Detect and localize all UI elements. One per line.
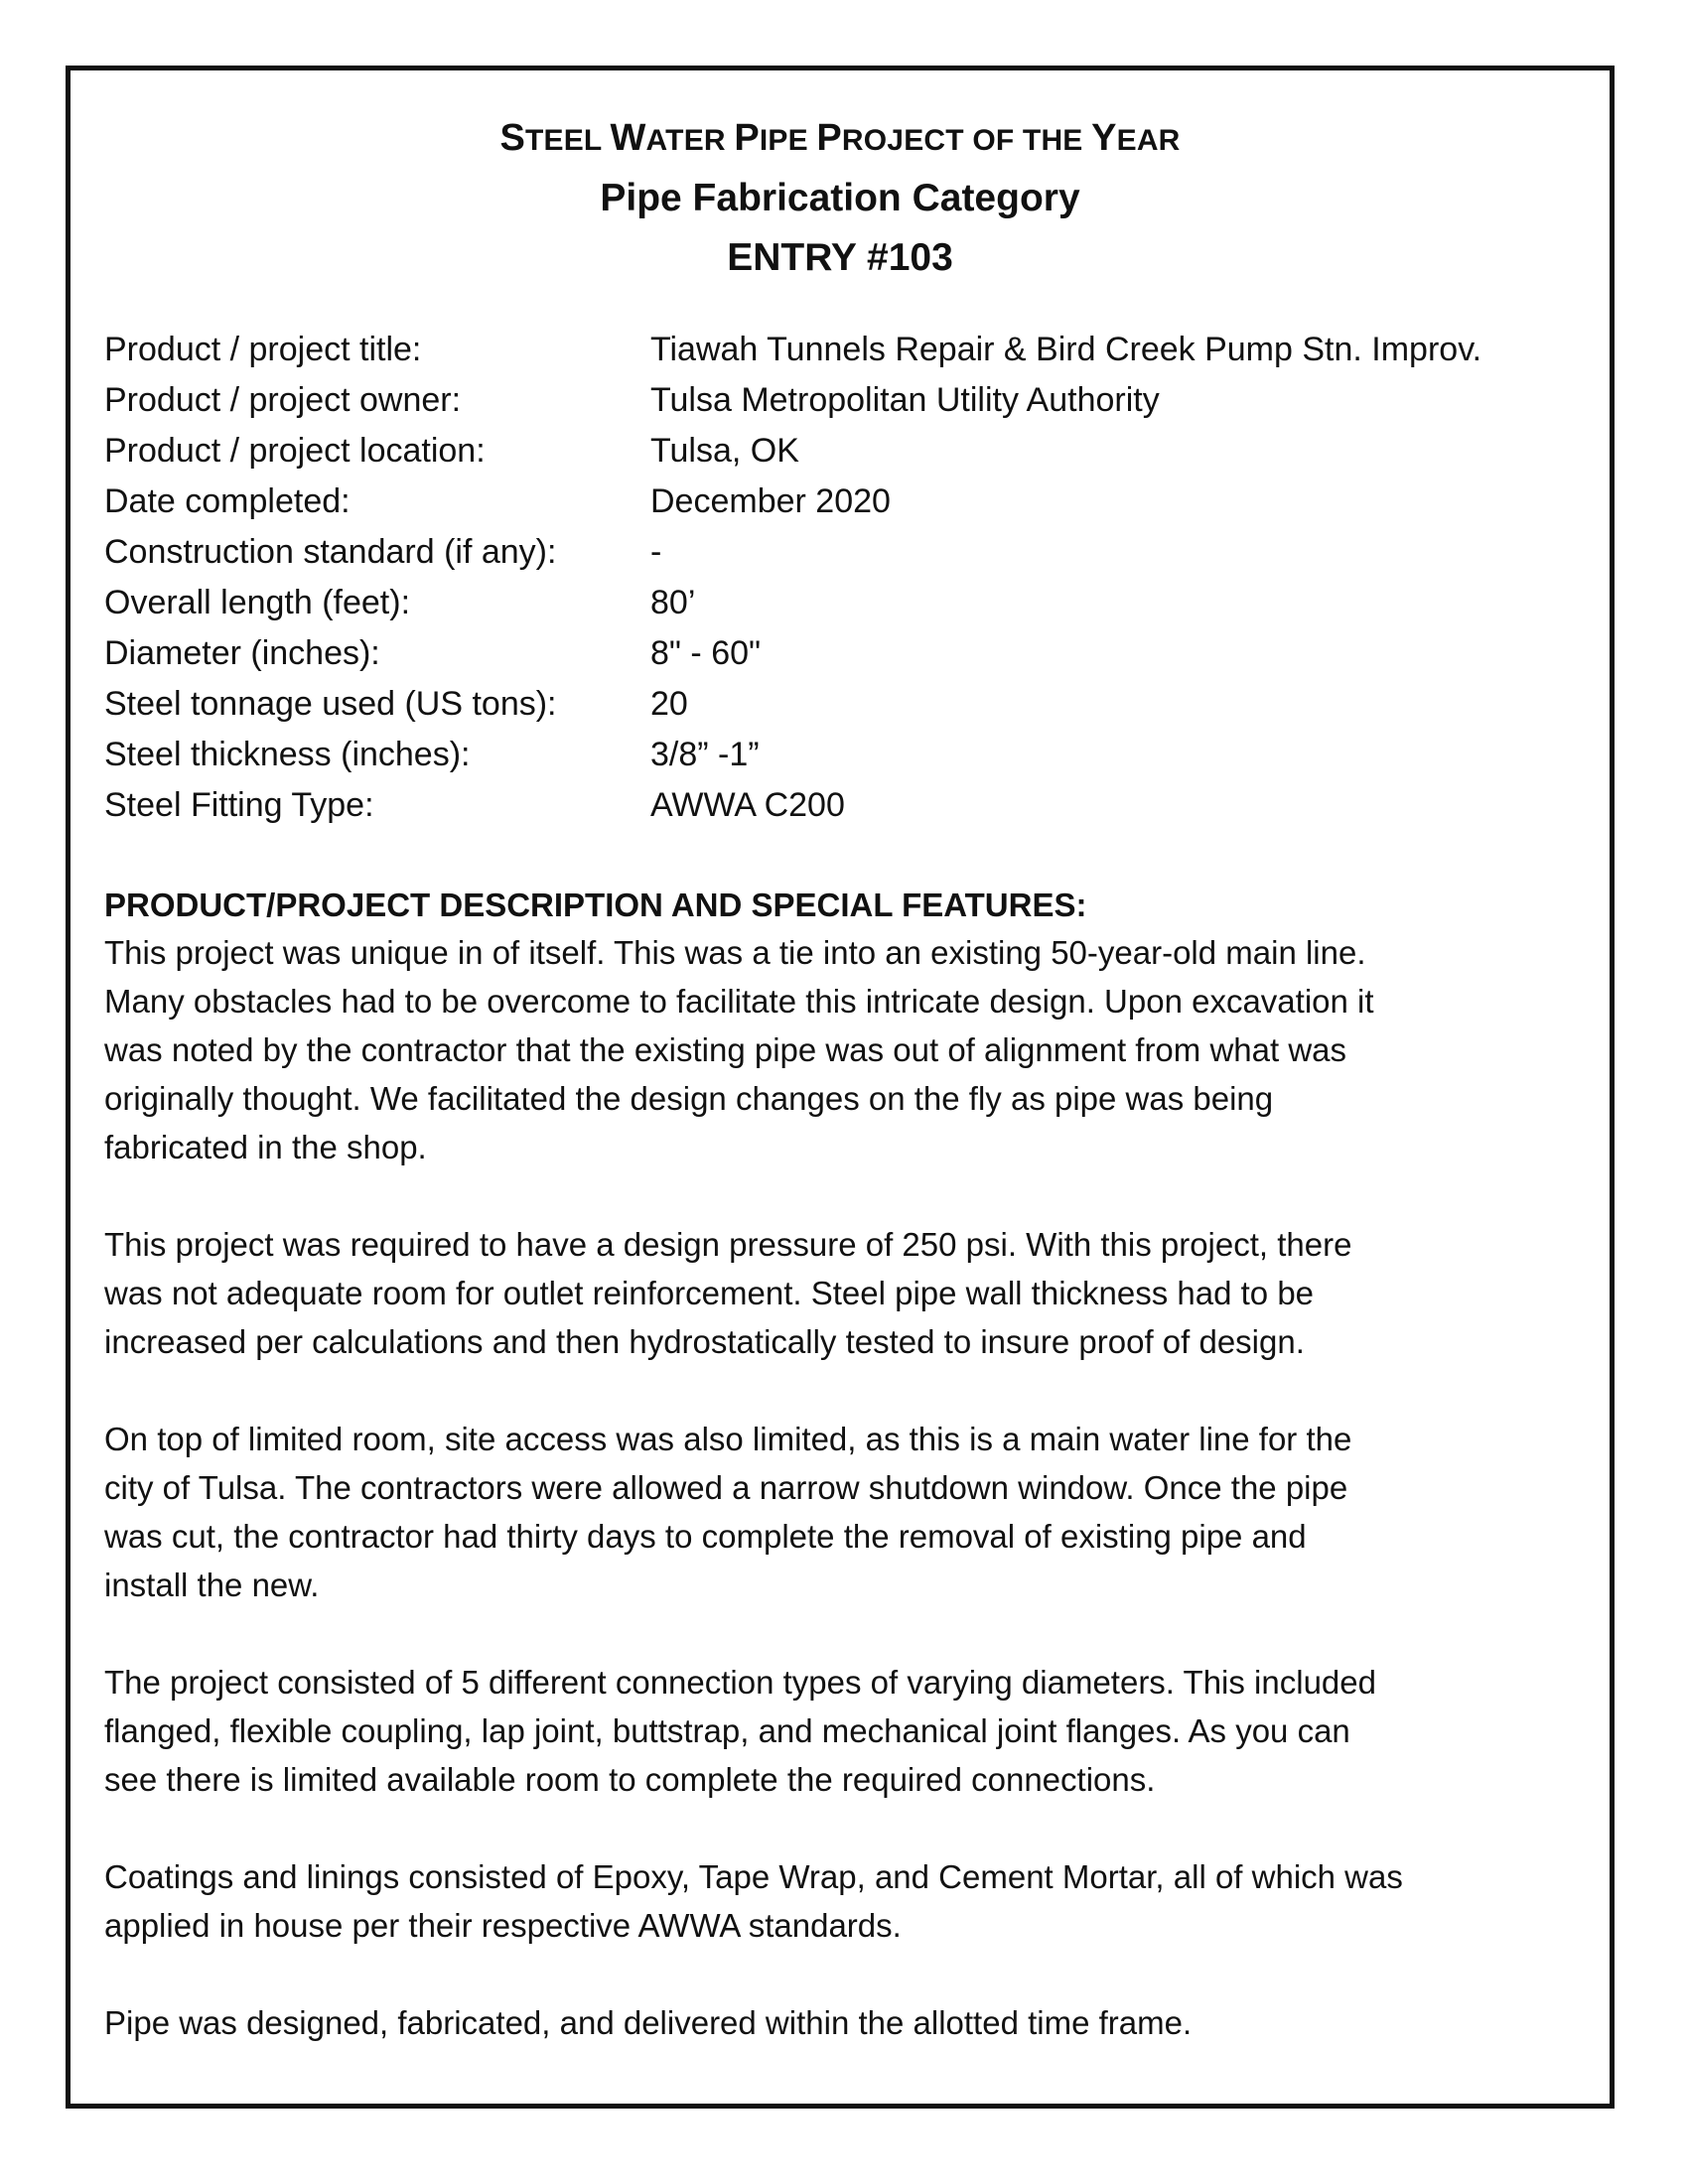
field-row-steel-thickness [104,730,1481,780]
award-title-word-5: YEAR [1091,117,1181,159]
award-title-word-1: STEEL [499,117,611,159]
field-value: December 2020 [650,482,891,520]
description-paragraph: Pipe was designed, fabricated, and delivered within the allotted time frame. [104,2004,1193,2041]
category-title: Pipe Fabrication Category [600,177,1080,219]
field-label: Product / project title: [104,331,422,368]
description-paragraph: This project was required to have a design pressure of 250 psi. With this project, there was not adequate room for outlet reinforcement. Steel pipe wall thickness had to be increased per calculations and then hydrostatically tested to insure proof of design. [104,1226,1352,1360]
field-value: Tulsa, OK [650,432,799,470]
field-label: Date completed: [104,482,351,520]
field-label: Steel Fitting Type: [104,786,374,824]
description-paragraph: The project consisted of 5 different connection types of varying diameters. This included flanged, flexible coupling, lap joint, buttstrap, and mechanical joint flanges. As you can see there is limited available room to complete the required connections. [104,1664,1376,1798]
description-paragraph: This project was unique in of itself. This was a tie into an existing 50-year-old main line. Many obstacles had to be overcome to facilitate this intricate design. Upon excavation it was noted by the contractor that the existing pipe was out of alignment from what was originally thought. We facilitated the design changes on the fly as pipe was being fabricated in the shop. [104,934,1374,1165]
document-header [70,110,1610,288]
field-row-diameter [104,628,1481,679]
field-value: 8" - 60" [650,634,762,672]
project-fields [104,325,1481,831]
field-label: Construction standard (if any): [104,533,557,571]
field-row-construction-standard [104,527,1481,578]
field-label: Diameter (inches): [104,634,380,672]
field-row-location [104,426,1481,477]
field-value: - [650,533,662,571]
field-value: Tiawah Tunnels Repair & Bird Creek Pump Stn. Improv. [650,331,1482,368]
field-value: 3/8” -1” [650,736,760,773]
description-paragraph: Coatings and linings consisted of Epoxy, Tape Wrap, and Cement Mortar, all of which was applied in house per their respective AWWA standards. [104,1858,1403,1944]
award-title-word-4: PROJECT OF THE [816,117,1092,159]
field-value: 20 [650,685,688,723]
field-label: Steel tonnage used (US tons): [104,685,557,723]
field-label: Steel thickness (inches): [104,736,471,773]
field-row-steel-tonnage [104,679,1481,730]
award-title-word-3: PIPE [734,117,817,159]
field-label: Product / project location: [104,432,486,470]
field-row-owner [104,375,1481,426]
award-title-word-2: WATER [610,117,735,159]
field-row-overall-length [104,578,1481,628]
page-border [66,66,1615,2109]
description-body [104,928,1574,2096]
field-row-steel-fitting-type [104,780,1481,831]
field-value: 80’ [650,584,696,621]
entry-number: ENTRY #103 [727,236,953,279]
field-value: Tulsa Metropolitan Utility Authority [650,381,1160,419]
field-row-title [104,325,1481,375]
field-row-date-completed [104,477,1481,527]
field-value: AWWA C200 [650,786,845,824]
description-heading: PRODUCT/PROJECT DESCRIPTION AND SPECIAL FEATURES: [104,887,1087,923]
award-title [70,110,1610,169]
field-label: Overall length (feet): [104,584,411,621]
field-label: Product / project owner: [104,381,462,419]
description-paragraph: On top of limited room, site access was also limited, as this is a main water line for the city of Tulsa. The contractors were allowed a narrow shutdown window. Once the pipe was cut, the contractor had thirty days to complete the removal of existing pipe and install the new. [104,1421,1352,1603]
